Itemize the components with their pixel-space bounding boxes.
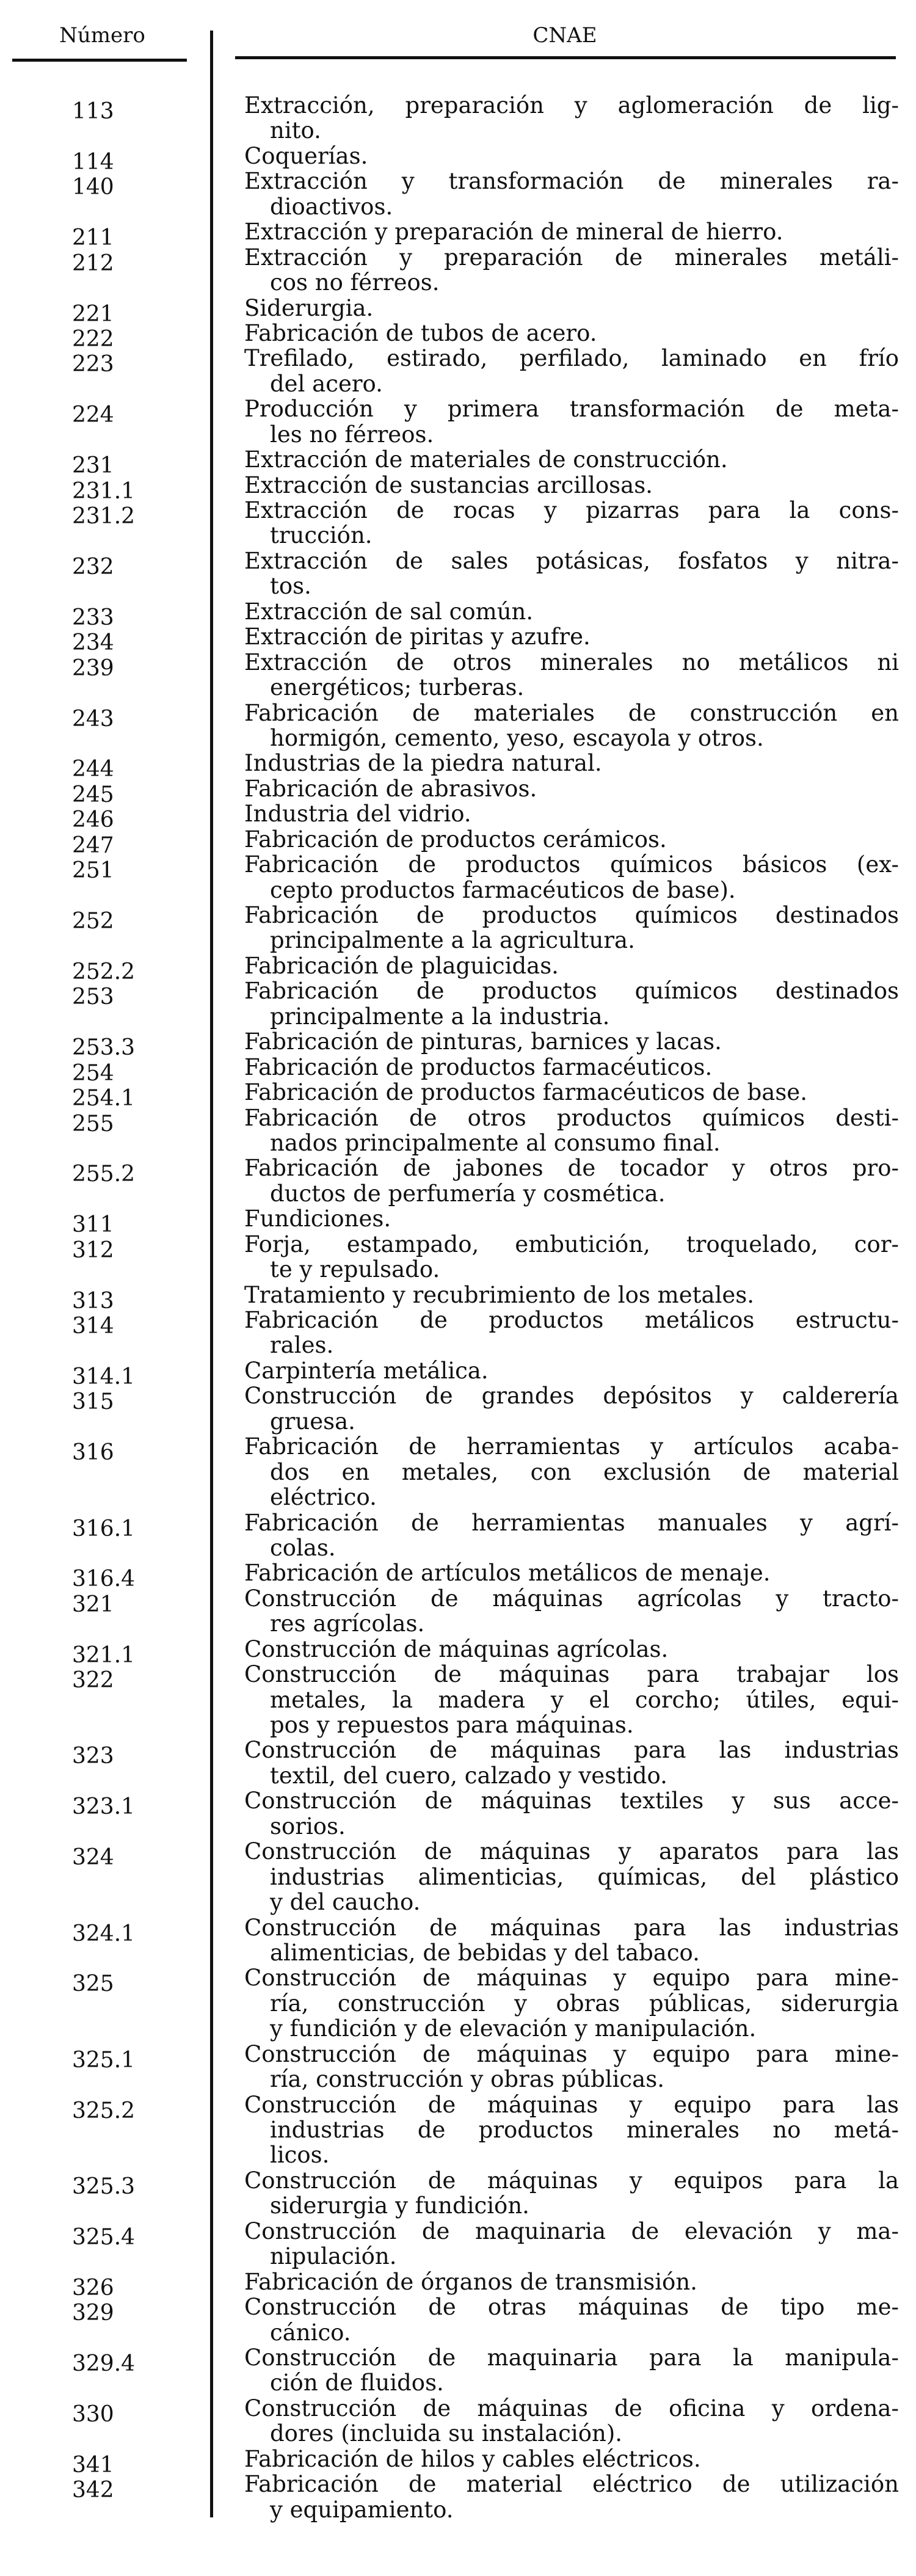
cnae-number: 243 <box>72 706 114 732</box>
description-line: Carpintería metálica. <box>244 1357 489 1384</box>
cnae-description <box>244 498 899 548</box>
cnae-number: 325 <box>72 1971 114 1997</box>
description-line: Fabricación de hilos y cables eléctricos. <box>244 2445 701 2472</box>
cnae-description <box>244 1737 899 1788</box>
description-line: Forja, estampado, embutición, troquelado, cor- <box>244 1231 899 1257</box>
cnae-description <box>244 700 899 751</box>
cnae-number: 140 <box>72 175 114 200</box>
table-row <box>0 498 916 548</box>
description-line: Fabricación de plaguicidas. <box>244 952 559 979</box>
description-line: Construcción de máquinas para las industrias <box>244 1737 899 1764</box>
description-line: Coquerías. <box>244 142 368 169</box>
table-row <box>0 2445 916 2478</box>
cnae-number: 316.4 <box>72 1566 136 1592</box>
description-line: ción de fluidos. <box>270 2370 444 2396</box>
table-row <box>0 245 916 296</box>
table-row <box>0 1434 916 1510</box>
table-row <box>0 1079 916 1112</box>
cnae-description <box>244 978 899 1029</box>
table-row <box>0 750 916 782</box>
description-line: Fabricación de productos químicos básicos (ex- <box>244 851 899 878</box>
description-line: textil, del cuero, calzado y vestido. <box>270 1762 667 1789</box>
description-line: energéticos; turberas. <box>270 674 525 701</box>
cnae-description <box>244 751 899 776</box>
description-line: tos. <box>270 573 311 600</box>
description-line: Construcción de máquinas y equipo para mine- <box>244 1965 899 1992</box>
description-line: pos y repuestos para máquinas. <box>270 1712 634 1738</box>
cnae-description <box>244 1308 899 1358</box>
cnae-description <box>244 776 899 801</box>
cnae-number: 311 <box>72 1212 114 1238</box>
table-row <box>0 1662 916 1737</box>
cnae-description <box>244 2345 899 2396</box>
cnae-number: 325.2 <box>72 2098 136 2123</box>
table-row <box>0 2268 916 2301</box>
cnae-description <box>244 321 899 346</box>
description-line: ductos de perfumería y cosmética. <box>270 1180 666 1207</box>
description-line: Fabricación de productos metálicos estructu- <box>244 1307 899 1333</box>
table-row <box>0 624 916 656</box>
cnae-description <box>244 2092 899 2168</box>
cnae-description <box>244 1965 899 2041</box>
cnae-description <box>244 1434 899 1510</box>
table-row <box>0 1510 916 1561</box>
table-row <box>0 1915 916 1966</box>
description-line: Extracción y preparación de mineral de hierro. <box>244 219 783 246</box>
description-line: Tratamiento y recubrimiento de los metales. <box>244 1281 755 1308</box>
cnae-description <box>244 1839 899 1915</box>
table-row <box>0 1635 916 1668</box>
table-row <box>0 903 916 953</box>
cnae-number: 342 <box>72 2478 114 2503</box>
cnae-description <box>244 1358 899 1383</box>
description-line: Construcción de máquinas y equipos para la <box>244 2167 899 2194</box>
table-row <box>0 700 916 751</box>
table-row <box>0 1383 916 1434</box>
cnae-description <box>244 599 899 624</box>
cnae-number: 329.4 <box>72 2351 136 2376</box>
description-line: Fabricación de materiales de construcción en <box>244 699 899 726</box>
description-line: y del caucho. <box>270 1889 421 1916</box>
cnae-description <box>244 447 899 472</box>
description-line: Extracción de otros minerales no metálicos ni <box>244 649 899 675</box>
description-line: Fabricación de jabones de tocador y otros pro- <box>244 1155 899 1182</box>
table-row <box>0 1105 916 1156</box>
cnae-number: 223 <box>72 352 114 377</box>
table-row <box>0 319 916 352</box>
cnae-number: 114 <box>72 149 114 175</box>
table-row <box>0 1232 916 1283</box>
description-line: Construcción de maquinaria para la manipula- <box>244 2344 899 2371</box>
cnae-number: 231 <box>72 453 114 479</box>
cnae-number: 255 <box>72 1111 114 1137</box>
description-line: cánico. <box>270 2319 351 2346</box>
description-line: del acero. <box>270 370 383 397</box>
cnae-description <box>244 245 899 296</box>
description-line: Construcción de máquinas y equipo para mine- <box>244 2040 899 2067</box>
cnae-number: 341 <box>72 2452 114 2478</box>
table-row <box>0 471 916 504</box>
description-line: Construcción de máquinas agrícolas. <box>244 1635 669 1662</box>
cnae-number: 324.1 <box>72 1921 136 1946</box>
cnae-number: 224 <box>72 402 114 428</box>
cnae-number: 316.1 <box>72 1516 136 1541</box>
description-line: cos no férreos. <box>270 269 440 296</box>
description-line: industrias alimenticias, químicas, del plástico <box>270 1863 899 1890</box>
cnae-number: 253.3 <box>72 1035 136 1061</box>
description-line: principalmente a la agricultura. <box>270 927 635 954</box>
cnae-number: 239 <box>72 655 114 681</box>
table-row <box>0 978 916 1029</box>
table-row <box>0 1586 916 1637</box>
cnae-description <box>244 903 899 953</box>
cnae-description <box>244 1586 899 1637</box>
cnae-number: 231.2 <box>72 504 136 529</box>
cnae-description <box>244 296 899 321</box>
cnae-number: 231.1 <box>72 478 136 504</box>
cnae-description <box>244 1560 899 1585</box>
cnae-number: 222 <box>72 326 114 352</box>
description-line: principalmente a la industria. <box>270 1003 610 1030</box>
description-line: Extracción de sal común. <box>244 598 534 625</box>
cnae-number: 252.2 <box>72 959 136 984</box>
description-line: gruesa. <box>270 1408 355 1435</box>
cnae-description <box>244 2042 899 2092</box>
table-row <box>0 1839 916 1915</box>
table-row <box>0 2168 916 2219</box>
table-row <box>0 1737 916 1788</box>
cnae-number: 323 <box>72 1744 114 1769</box>
cnae-description <box>244 396 899 447</box>
table-row <box>0 219 916 251</box>
description-line: Fabricación de productos cerámicos. <box>244 826 667 853</box>
cnae-description <box>244 2219 899 2269</box>
description-line: Fabricación de pinturas, barnices y lacas. <box>244 1028 722 1055</box>
table-row <box>0 598 916 630</box>
cnae-description <box>244 1155 899 1206</box>
description-line: sorios. <box>270 1813 346 1839</box>
description-line: metales, la madera y el corcho; útiles, equi- <box>270 1686 899 1713</box>
cnae-number: 245 <box>72 782 114 807</box>
description-line: Extracción de sales potásicas, fosfatos y nitra- <box>244 547 899 574</box>
description-line: rales. <box>270 1332 334 1359</box>
cnae-number: 322 <box>72 1668 114 1694</box>
description-line: alimenticias, de bebidas y del tabaco. <box>270 1939 700 1966</box>
table-row <box>0 1155 916 1206</box>
description-line: nados principalmente al consumo final. <box>270 1129 721 1156</box>
cnae-description <box>244 144 899 169</box>
cnae-description <box>244 1105 899 1156</box>
description-line: Extracción de materiales de construcción. <box>244 446 728 473</box>
cnae-description <box>244 1383 899 1434</box>
table-row <box>0 2092 916 2168</box>
cnae-description <box>244 1788 899 1839</box>
description-line: les no férreos. <box>270 421 434 448</box>
cnae-description <box>244 1637 899 1662</box>
cnae-description <box>244 1029 899 1054</box>
description-line: Fabricación de herramientas y artículos acaba- <box>244 1433 899 1460</box>
description-line: Fabricación de abrasivos. <box>244 775 537 802</box>
cnae-number: 321.1 <box>72 1642 136 1668</box>
description-line: industrias de productos minerales no metá- <box>270 2117 899 2143</box>
description-line: dos en metales, con exclusión de material <box>270 1458 899 1485</box>
description-line: Extracción de piritas y azufre. <box>244 624 591 650</box>
description-line: Extracción y transformación de minerales ra- <box>244 168 899 195</box>
cnae-description <box>244 473 899 498</box>
description-line: y fundición y de elevación y manipulación. <box>270 2015 757 2042</box>
cnae-number: 325.4 <box>72 2224 136 2250</box>
cnae-description <box>244 2447 899 2472</box>
description-line: Construcción de máquinas agrícolas y tracto- <box>244 1585 899 1612</box>
description-line: Construcción de otras máquinas de tipo me- <box>244 2294 899 2321</box>
cnae-description <box>244 1510 899 1561</box>
cnae-description <box>244 2269 899 2294</box>
cnae-table <box>0 93 916 2522</box>
description-line: hormigón, cemento, yeso, escayola y otros. <box>270 724 764 751</box>
cnae-description <box>244 852 899 903</box>
column-header-cnae: CNAE <box>533 23 597 48</box>
table-row <box>0 396 916 447</box>
table-row <box>0 1281 916 1314</box>
table-row <box>0 1308 916 1358</box>
cnae-number: 324 <box>72 1845 114 1871</box>
description-line: nipulación. <box>270 2243 397 2270</box>
table-row <box>0 1560 916 1592</box>
cnae-number: 232 <box>72 554 114 580</box>
table-row <box>0 2042 916 2092</box>
cnae-number: 244 <box>72 757 114 782</box>
description-line: Extracción de rocas y pizarras para la cons- <box>244 497 899 523</box>
description-line: Industrias de la piedra natural. <box>244 750 602 777</box>
description-line: Construcción de máquinas para trabajar los <box>244 1661 899 1688</box>
cnae-number: 252 <box>72 909 114 934</box>
description-line: ría, construcción y obras públicas. <box>270 2066 664 2093</box>
table-row <box>0 548 916 599</box>
description-line: res agrícolas. <box>270 1610 425 1637</box>
table-row <box>0 2396 916 2447</box>
description-line: dioactivos. <box>270 193 393 220</box>
description-line: eléctrico. <box>270 1484 377 1511</box>
table-row <box>0 2294 916 2345</box>
description-line: Extracción y preparación de minerales metáli- <box>244 244 899 271</box>
cnae-number: 251 <box>72 858 114 884</box>
cnae-description <box>244 1232 899 1283</box>
cnae-description <box>244 801 899 826</box>
table-row <box>0 650 916 700</box>
cnae-number: 254.1 <box>72 1086 136 1112</box>
description-line: Fabricación de tubos de acero. <box>244 319 597 346</box>
cnae-number: 321 <box>72 1592 114 1617</box>
description-line: Fabricación de productos químicos destinados <box>244 978 899 1005</box>
cnae-number: 254 <box>72 1060 114 1086</box>
cnae-number: 313 <box>72 1288 114 1314</box>
cnae-description <box>244 1055 899 1080</box>
cnae-number: 221 <box>72 301 114 327</box>
cnae-description <box>244 1662 899 1737</box>
description-line: Fabricación de herramientas manuales y agrí- <box>244 1509 899 1536</box>
description-line: te y repulsado. <box>270 1256 440 1283</box>
cnae-number: 247 <box>72 832 114 858</box>
cnae-description <box>244 624 899 649</box>
table-row <box>0 93 916 144</box>
table-row <box>0 446 916 479</box>
cnae-description <box>244 2472 899 2522</box>
cnae-description <box>244 346 899 396</box>
description-line: Construcción de grandes depósitos y calderería <box>244 1383 899 1410</box>
cnae-number: 323.1 <box>72 1794 136 1820</box>
description-line: Siderurgia. <box>244 294 374 321</box>
cnae-number: 312 <box>72 1237 114 1263</box>
table-row <box>0 826 916 858</box>
cnae-number: 329 <box>72 2301 114 2326</box>
description-line: Industria del vidrio. <box>244 801 471 828</box>
description-line: y equipamiento. <box>270 2496 454 2523</box>
description-line: Fabricación de productos farmacéuticos. <box>244 1053 713 1080</box>
table-row <box>0 1206 916 1238</box>
cnae-description <box>244 1206 899 1231</box>
table-row <box>0 169 916 219</box>
table-row <box>0 1053 916 1086</box>
cnae-number: 316 <box>72 1440 114 1466</box>
column-header-numero: Número <box>59 23 145 48</box>
table-row <box>0 1965 916 2041</box>
cnae-number: 314 <box>72 1314 114 1339</box>
cnae-number: 253 <box>72 984 114 1010</box>
description-line: cepto productos farmacéuticos de base). <box>270 876 736 903</box>
description-line: Fabricación de material eléctrico de utilización <box>244 2471 899 2498</box>
description-line: Construcción de máquinas para las industrias <box>244 1914 899 1941</box>
cnae-number: 330 <box>72 2401 114 2427</box>
description-line: Fabricación de artículos metálicos de menaje. <box>244 1560 771 1587</box>
cnae-description <box>244 548 899 599</box>
cnae-number: 212 <box>72 250 114 276</box>
cnae-description <box>244 2396 899 2447</box>
cnae-number: 211 <box>72 225 114 251</box>
description-line: Fabricación de otros productos químicos desti- <box>244 1104 899 1131</box>
description-line: Fabricación de órganos de transmisión. <box>244 2268 697 2295</box>
table-row <box>0 2219 916 2269</box>
cnae-number: 326 <box>72 2275 114 2301</box>
description-line: siderurgia y fundición. <box>270 2192 529 2219</box>
cnae-description <box>244 650 899 700</box>
description-line: trucción. <box>270 522 373 549</box>
description-line: Fundiciones. <box>244 1206 391 1232</box>
cnae-number: 113 <box>72 99 114 124</box>
cnae-number: 315 <box>72 1389 114 1415</box>
header-rule-right <box>235 56 896 59</box>
table-row <box>0 2472 916 2522</box>
table-row <box>0 2345 916 2396</box>
table-row <box>0 142 916 175</box>
cnae-number: 255.2 <box>72 1162 136 1187</box>
description-line: Construcción de máquinas y equipo para las <box>244 2091 899 2118</box>
table-row <box>0 801 916 833</box>
cnae-description <box>244 219 899 244</box>
table-row <box>0 346 916 396</box>
description-line: nito. <box>270 117 321 144</box>
description-line: Fabricación de productos farmacéuticos de base. <box>244 1079 807 1106</box>
cnae-number: 314.1 <box>72 1364 136 1389</box>
cnae-description <box>244 169 899 219</box>
description-line: colas. <box>270 1534 336 1561</box>
description-line: licos. <box>270 2142 330 2169</box>
description-line: Construcción de máquinas textiles y sus acce- <box>244 1788 899 1814</box>
description-line: Fabricación de productos químicos destinados <box>244 902 899 928</box>
table-row <box>0 1357 916 1389</box>
cnae-description <box>244 93 899 144</box>
cnae-number: 325.1 <box>72 2047 136 2073</box>
description-line: dores (incluida su instalación). <box>270 2420 623 2447</box>
cnae-description <box>244 2168 899 2219</box>
cnae-number: 233 <box>72 605 114 630</box>
description-line: ría, construcción y obras públicas, siderurgia <box>270 1990 899 2017</box>
cnae-description <box>244 2294 899 2345</box>
cnae-description <box>244 827 899 852</box>
cnae-description <box>244 1080 899 1105</box>
table-row <box>0 952 916 984</box>
cnae-description <box>244 1915 899 1966</box>
cnae-description <box>244 1283 899 1308</box>
description-line: Trefilado, estirado, perfilado, laminado en frío <box>244 345 899 372</box>
header-rule-left <box>12 59 187 62</box>
cnae-number: 325.3 <box>72 2174 136 2199</box>
table-row <box>0 1028 916 1061</box>
description-line: Construcción de maquinaria de elevación y ma- <box>244 2218 899 2244</box>
cnae-number: 246 <box>72 807 114 833</box>
cnae-number: 234 <box>72 630 114 656</box>
description-line: Construcción de máquinas de oficina y ordena- <box>244 2395 899 2421</box>
table-row <box>0 775 916 807</box>
description-line: Construcción de máquinas y aparatos para las <box>244 1838 899 1865</box>
table-row <box>0 852 916 903</box>
cnae-description <box>244 953 899 978</box>
description-line: Producción y primera transformación de meta- <box>244 396 899 423</box>
table-row <box>0 1788 916 1839</box>
description-line: Extracción, preparación y aglomeración de lig- <box>244 92 899 118</box>
description-line: Extracción de sustancias arcillosas. <box>244 471 653 498</box>
table-row <box>0 294 916 327</box>
